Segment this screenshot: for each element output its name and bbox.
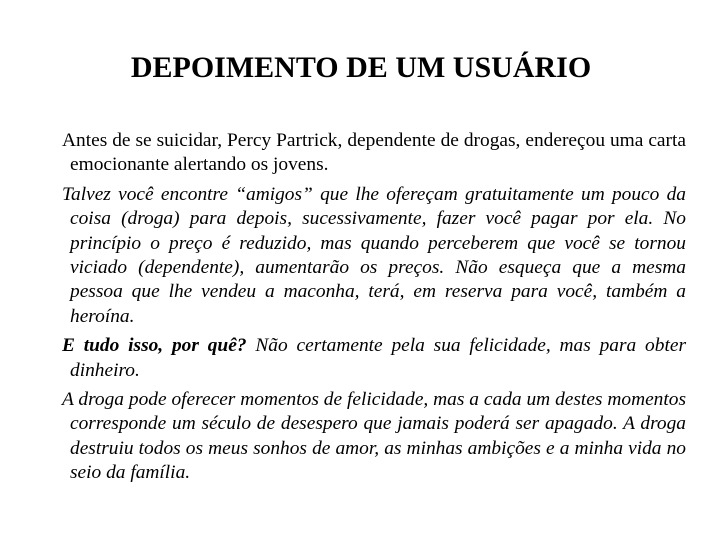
quote-2-text: Não certamente pela sua felicidade, mas para obter dinheiro. xyxy=(70,335,686,381)
slide-body xyxy=(62,129,686,491)
slide-title: DEPOIMENTO DE UM USUÁRIO xyxy=(130,51,592,84)
quote-2-emphasis: E tudo isso, por quê? xyxy=(62,335,247,357)
paragraph-quote-3: A droga pode oferecer momentos de felicidade, mas a cada um destes momentos corresponde um século de desespero que jamais poderá ser apagado. A droga destruiu todos os meus sonhos de amor, as minhas ambições e a minha vida no seio da família. xyxy=(62,389,686,484)
paragraph-quote-2 xyxy=(62,334,686,383)
paragraph-intro: Antes de se suicidar, Percy Partrick, dependente de drogas, endereçou uma carta emocionante alertando os jovens. xyxy=(62,130,686,176)
paragraph-quote-1: Talvez você encontre “amigos” que lhe ofereçam gratuitamente um pouco da coisa (droga) para depois, sucessivamente, fazer você pagar por ela. No princípio o preço é reduzido, mas quando perceberem que você se tornou viciado (dependente), aumentarão os preços. Não esqueça que a mesma pessoa que lhe vendeu a maconha, terá, em reserva para você, também a heroína. xyxy=(62,183,686,327)
